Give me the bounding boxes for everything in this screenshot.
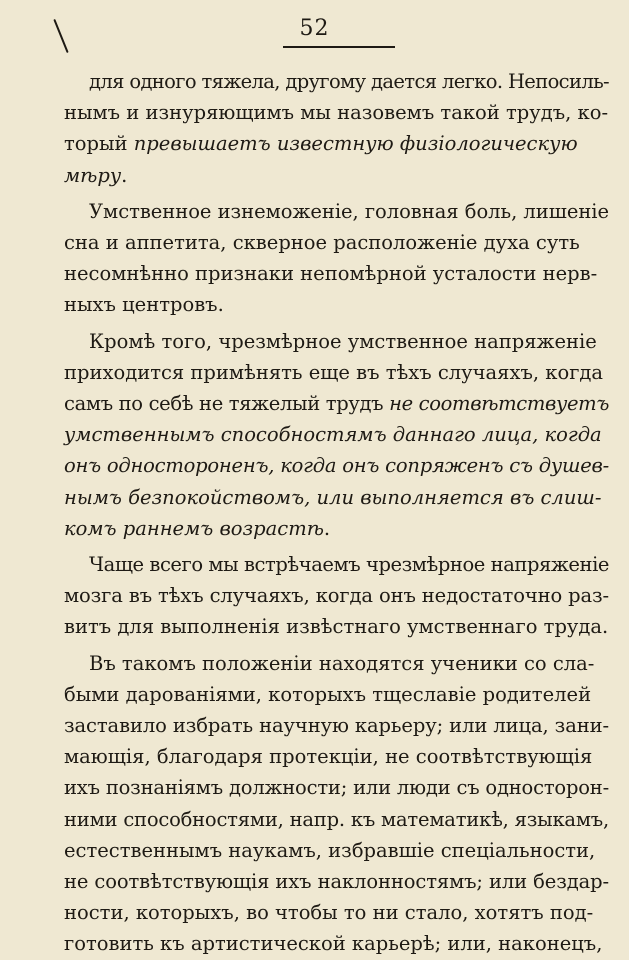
text-span: торый [64, 132, 134, 156]
body-text [64, 66, 609, 960]
text-span: приходится примѣнять еще въ тѣхъ случаяхъ, когда [64, 360, 604, 384]
text-line [64, 549, 609, 580]
text-span: заставило избрать научную карьеру; или лица, зани- [64, 714, 609, 738]
italic-span: онъ одностороненъ, когда онъ сопряженъ съ душев- [64, 454, 609, 478]
text-line [64, 450, 609, 481]
paragraph [64, 66, 609, 191]
text-line [64, 128, 609, 159]
italic-span: комъ раннемъ возрастѣ [64, 516, 324, 540]
text-span: Умственное изнеможенiе, головная боль, лишенiе [89, 199, 609, 223]
text-span: мозга въ тѣхъ случаяхъ, когда онъ недостаточно раз- [64, 584, 609, 608]
text-line [64, 611, 609, 642]
text-span: не соотвѣтствующiя ихъ наклонностямъ; или бездар- [64, 870, 609, 894]
paragraph [64, 648, 609, 960]
italic-span: не соотвѣтствуетъ [389, 392, 609, 416]
text-span: Въ такомъ положенiи находятся ученики со сла- [89, 651, 595, 675]
italic-span: нымъ безпокойствомъ, или выполняется въ слиш- [64, 485, 602, 509]
italic-span: мѣру [64, 163, 122, 187]
text-line [64, 866, 609, 897]
text-line [64, 160, 609, 191]
text-span: Чаще всего мы встрѣчаемъ чрезмѣрное напряженiе [89, 553, 609, 577]
text-line [64, 357, 609, 388]
page-number: 52 [299, 16, 330, 41]
text-line [64, 196, 609, 227]
text-span: нымъ и изнуряющимъ мы назовемъ такой трудъ, ко- [64, 101, 609, 125]
text-span: самъ по себѣ не тяжелый трудъ [64, 392, 390, 416]
text-span: . [323, 516, 331, 540]
text-line [64, 388, 609, 419]
text-span: ихъ познанiямъ должности; или люди съ односторон- [64, 776, 609, 800]
text-line [64, 835, 609, 866]
text-line [64, 258, 609, 289]
text-span: мающiя, благодаря протекцiи, не соотвѣтствующiя [64, 745, 593, 769]
text-span: . [121, 163, 128, 187]
text-line [64, 97, 609, 128]
text-line [64, 897, 609, 928]
paragraph [64, 196, 609, 321]
text-line [64, 741, 609, 772]
text-span: ности, которыхъ, во чтобы то ни стало, хотятъ под- [64, 901, 594, 925]
header-rule [283, 46, 395, 48]
text-line [64, 513, 609, 544]
text-line [64, 648, 609, 679]
text-span: естественнымъ наукамъ, избравшiе спецiальности, [64, 838, 596, 862]
text-line [64, 482, 609, 513]
paragraph [64, 549, 609, 643]
text-span: витъ для выполненiя извѣстнаго умственнаго труда. [64, 615, 609, 639]
text-span: быми дарованiями, которыхъ тщеславiе родителей [64, 682, 592, 706]
text-line [64, 326, 609, 357]
text-line [64, 710, 609, 741]
text-span: ныхъ центровъ. [64, 293, 224, 317]
text-line [64, 419, 609, 450]
text-line [64, 804, 609, 835]
italic-span: умственнымъ способностямъ даннаго лица, когда [64, 423, 602, 447]
text-line [64, 66, 609, 97]
text-line [64, 580, 609, 611]
text-line [64, 928, 609, 959]
text-line [64, 227, 609, 258]
text-line [64, 289, 609, 320]
text-span: сна и аппетита, скверное расположенiе духа суть [64, 231, 580, 255]
text-line [64, 679, 609, 710]
text-span: несомнѣнно признаки непомѣрной усталости нерв- [64, 262, 598, 286]
text-span: ними способностями, напр. къ математикѣ, языкамъ, [64, 807, 609, 831]
text-span: для одного тяжела, другому дается легко. Непосиль- [89, 70, 609, 93]
paragraph [64, 326, 609, 544]
text-span: Кромѣ того, чрезмѣрное умственное напряженiе [89, 329, 597, 353]
text-line [64, 772, 609, 803]
italic-span: превышаетъ известную физiологическую [133, 132, 578, 156]
text-span: готовить къ артистической карьерѣ; или, наконецъ, [64, 932, 603, 956]
